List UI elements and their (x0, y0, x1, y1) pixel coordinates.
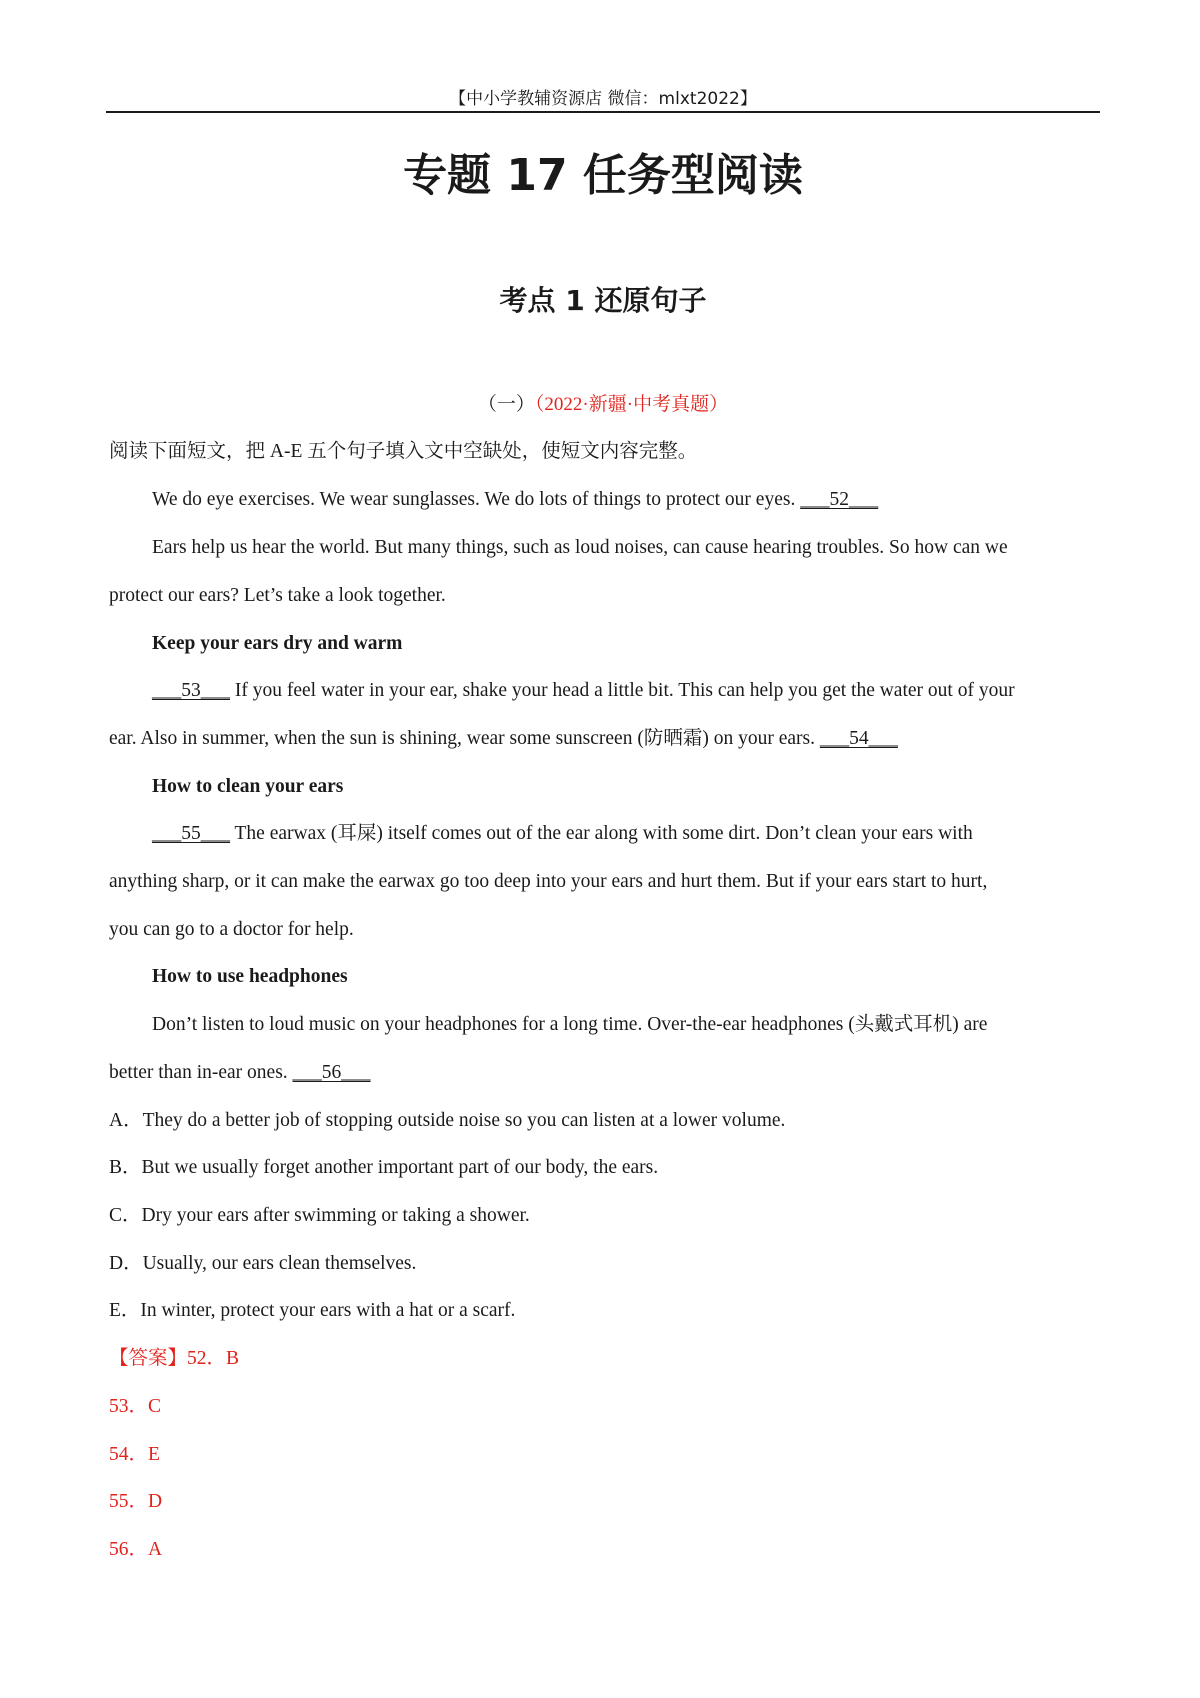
passage-paragraph-2-line-1: Ears help us hear the world. But many things, such as loud noises, can cause hearing troubles. So how can we (152, 537, 1008, 558)
passage-paragraph-4-line-2: anything sharp, or it can make the earwax go too deep into your ears and hurt them. But if your ears start to hurt, (109, 871, 988, 892)
question-source (106, 392, 1100, 418)
passage-paragraph-4-line-1 (152, 820, 973, 848)
blank-53: ___53___ (152, 680, 230, 701)
passage-paragraph-1 (152, 486, 878, 514)
option-a: A．They do a better job of stopping outside noise so you can listen at a lower volume. (109, 1110, 786, 1131)
option-d: D．Usually, our ears clean themselves. (109, 1253, 417, 1274)
paragraph-text: If you feel water in your ear, shake your head a little bit. This can help you get the water out of your (230, 680, 1015, 701)
paragraph-text: The earwax (耳屎) itself comes out of the ear along with some dirt. Don’t clean your ears with (230, 823, 973, 844)
paragraph-text: better than in-ear ones. (109, 1062, 293, 1083)
option-b: B．But we usually forget another important part of our body, the ears. (109, 1157, 659, 1178)
paragraph-text: ear. Also in summer, when the sun is shining, wear some sunscreen (防晒霜) on your ears. (109, 728, 820, 749)
answer-54: 54．E (109, 1444, 160, 1465)
blank-56: ___56___ (292, 1062, 371, 1083)
page-header: 【中小学教辅资源店 微信：mlxt2022】 (449, 89, 757, 109)
answer-52: 【答案】52．B (109, 1348, 240, 1369)
section-heading-headphones: How to use headphones (152, 966, 348, 987)
source-prefix: （一） (477, 394, 535, 415)
section-heading-dry-warm: Keep your ears dry and warm (152, 633, 403, 654)
answer-53: 53．C (109, 1396, 162, 1417)
answer-56: 56．A (109, 1539, 163, 1560)
option-c: C．Dry your ears after swimming or taking a shower. (109, 1205, 530, 1226)
paragraph-text: We do eye exercises. We wear sunglasses. We do lots of things to protect our eyes. (152, 489, 801, 510)
passage-paragraph-5-line-1: Don’t listen to loud music on your headphones for a long time. Over-the-ear headphones (头戴式耳机) are (152, 1014, 988, 1035)
instruction-text: 阅读下面短文，把 A-E 五个句子填入文中空缺处，使短文内容完整。 (109, 441, 698, 462)
passage-paragraph-5-line-2 (109, 1059, 371, 1087)
section-subtitle: 考点 1 还原句子 (499, 284, 707, 317)
source-tag: （2022·新疆·中考真题） (534, 394, 729, 415)
blank-55: ___55___ (152, 823, 230, 844)
passage-paragraph-3-line-2 (109, 725, 898, 753)
header-divider (106, 111, 1100, 113)
passage-paragraph-3-line-1 (152, 677, 1015, 705)
blank-52: ___52___ (800, 489, 879, 510)
passage-paragraph-4-line-3: you can go to a doctor for help. (109, 919, 354, 940)
section-heading-clean: How to clean your ears (152, 776, 344, 797)
passage-paragraph-2-line-2: protect our ears? Let’s take a look together. (109, 585, 446, 606)
document-title: 专题 17 任务型阅读 (403, 150, 803, 201)
blank-54: ___54___ (819, 728, 898, 749)
answer-55: 55．D (109, 1491, 163, 1512)
option-e: E．In winter, protect your ears with a hat or a scarf. (109, 1300, 516, 1321)
